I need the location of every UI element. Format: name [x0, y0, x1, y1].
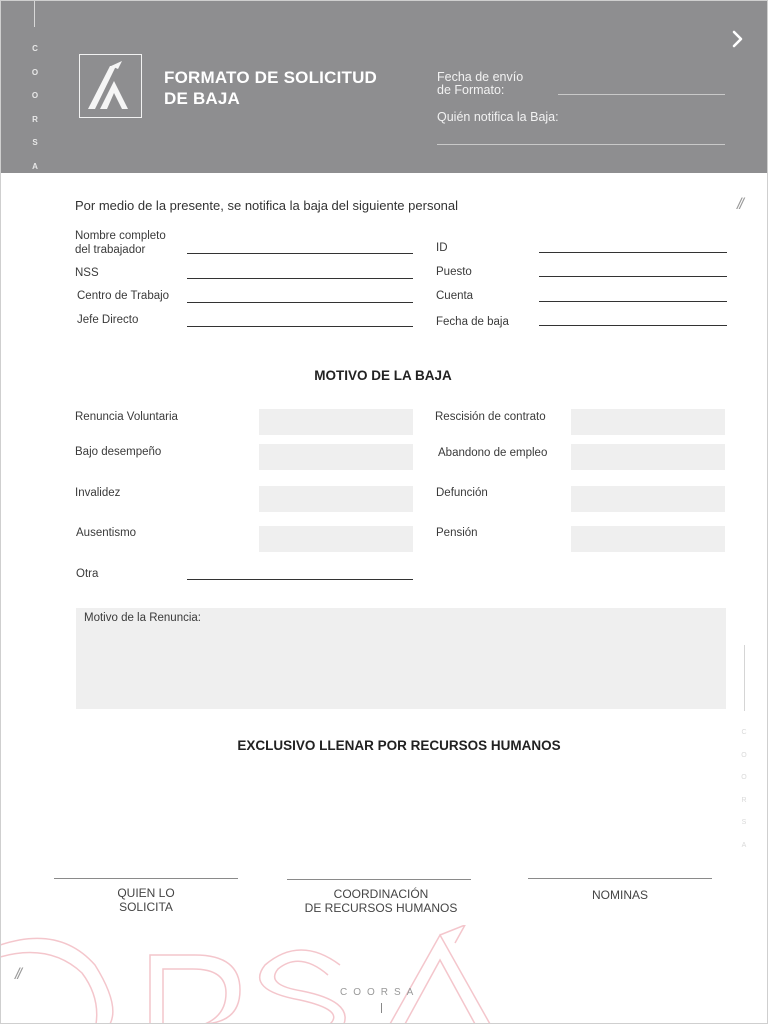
nss-label: NSS — [75, 267, 99, 279]
brand-letter: R — [32, 114, 38, 124]
motivo-renuncia-textarea[interactable] — [76, 608, 726, 709]
otra-field[interactable] — [187, 579, 413, 580]
brand-letter: R — [741, 796, 747, 804]
signature-line-solicita[interactable] — [54, 878, 238, 879]
signature-line-nominas[interactable] — [528, 878, 712, 879]
header-divider-line — [34, 1, 35, 27]
brand-letter: O — [741, 774, 747, 781]
brand-letter: O — [31, 67, 39, 77]
nombre-line-2: del trabajador — [75, 244, 146, 256]
signature-label-coordinacion — [281, 887, 481, 915]
sig1-line-1: QUIEN LO — [117, 886, 175, 900]
brand-letter: C — [741, 729, 747, 736]
nombre-field[interactable] — [187, 253, 413, 254]
nombre-label — [75, 229, 166, 257]
id-label: ID — [436, 242, 448, 254]
defuncion-label: Defunción — [436, 487, 488, 499]
vertical-brand-text — [31, 37, 39, 178]
fecha-envio-label — [437, 71, 523, 97]
signature-line-coordinacion[interactable] — [287, 879, 471, 880]
brand-letter: C — [32, 44, 38, 53]
footer-slash-decoration: // — [15, 966, 20, 983]
fecha-baja-field[interactable] — [539, 325, 727, 326]
nombre-line-1: Nombre completo — [75, 230, 166, 242]
nss-field[interactable] — [187, 278, 413, 279]
sig2-line-2: DE RECURSOS HUMANOS — [304, 901, 458, 915]
footer-tick — [381, 1003, 382, 1013]
brand-letter: S — [741, 819, 747, 826]
brand-letter: A — [32, 161, 38, 171]
pension-label: Pensión — [436, 527, 478, 539]
rescision-label: Rescisión de contrato — [435, 411, 546, 423]
right-vertical-brand — [740, 722, 748, 857]
centro-field[interactable] — [187, 302, 413, 303]
company-logo — [79, 54, 142, 118]
bajo-label: Bajo desempeño — [75, 446, 162, 458]
renuncia-label: Renuncia Voluntaria — [75, 411, 178, 423]
signature-label-nominas: NOMINAS — [591, 888, 648, 902]
brand-letter: O — [31, 91, 39, 100]
title-line-1: FORMATO DE SOLICITUD — [164, 68, 378, 87]
right-divider-line — [744, 645, 745, 711]
brand-letter: O — [741, 751, 747, 759]
brand-letter: S — [32, 138, 38, 147]
title-line-2: DE BAJA — [164, 89, 241, 108]
fecha-envio-field[interactable] — [558, 94, 725, 95]
coorsa-watermark — [0, 925, 768, 1024]
sig1-line-2: SOLICITA — [119, 900, 173, 914]
cuenta-field[interactable] — [539, 301, 727, 302]
puesto-label: Puesto — [436, 266, 472, 278]
otra-label: Otra — [76, 568, 99, 580]
slash-decoration: // — [737, 196, 742, 213]
ausentismo-checkbox[interactable] — [259, 526, 413, 552]
id-field[interactable] — [539, 252, 727, 253]
cuenta-label: Cuenta — [436, 290, 474, 302]
fecha-envio-line-2: de Formato: — [437, 83, 505, 97]
motivo-renuncia-label: Motivo de la Renuncia: — [84, 612, 201, 624]
abandono-checkbox[interactable] — [571, 444, 725, 470]
defuncion-checkbox[interactable] — [571, 486, 725, 512]
centro-label: Centro de Trabajo — [77, 290, 170, 302]
rh-title: EXCLUSIVO LLENAR POR RECURSOS HUMANOS — [237, 738, 561, 753]
quien-notifica-field[interactable] — [437, 144, 725, 145]
abandono-label: Abandono de empleo — [438, 447, 548, 459]
fecha-baja-label: Fecha de baja — [436, 316, 509, 328]
header-banner — [1, 1, 767, 173]
bajo-checkbox[interactable] — [259, 444, 413, 470]
signature-label-solicita — [54, 886, 238, 914]
renuncia-checkbox[interactable] — [259, 409, 413, 435]
jefe-label: Jefe Directo — [77, 314, 139, 326]
invalidez-label: Invalidez — [75, 487, 121, 499]
chevron-right-icon[interactable] — [729, 29, 747, 49]
logo-a-icon — [80, 55, 141, 117]
intro-text: Por medio de la presente, se notifica la baja del siguiente personal — [75, 198, 459, 213]
document-title — [164, 67, 414, 109]
motivo-title: MOTIVO DE LA BAJA — [314, 368, 452, 383]
sig2-line-1: COORDINACIÓN — [333, 887, 429, 901]
footer-brand: COORSA — [340, 987, 420, 998]
invalidez-checkbox[interactable] — [259, 486, 413, 512]
pension-checkbox[interactable] — [571, 526, 725, 552]
jefe-field[interactable] — [187, 326, 413, 327]
quien-notifica-label: Quién notifica la Baja: — [437, 110, 559, 124]
brand-letter: A — [741, 841, 747, 849]
rescision-checkbox[interactable] — [571, 409, 725, 435]
puesto-field[interactable] — [539, 276, 727, 277]
ausentismo-label: Ausentismo — [76, 527, 137, 539]
fecha-envio-line-1: Fecha de envío — [437, 70, 524, 84]
